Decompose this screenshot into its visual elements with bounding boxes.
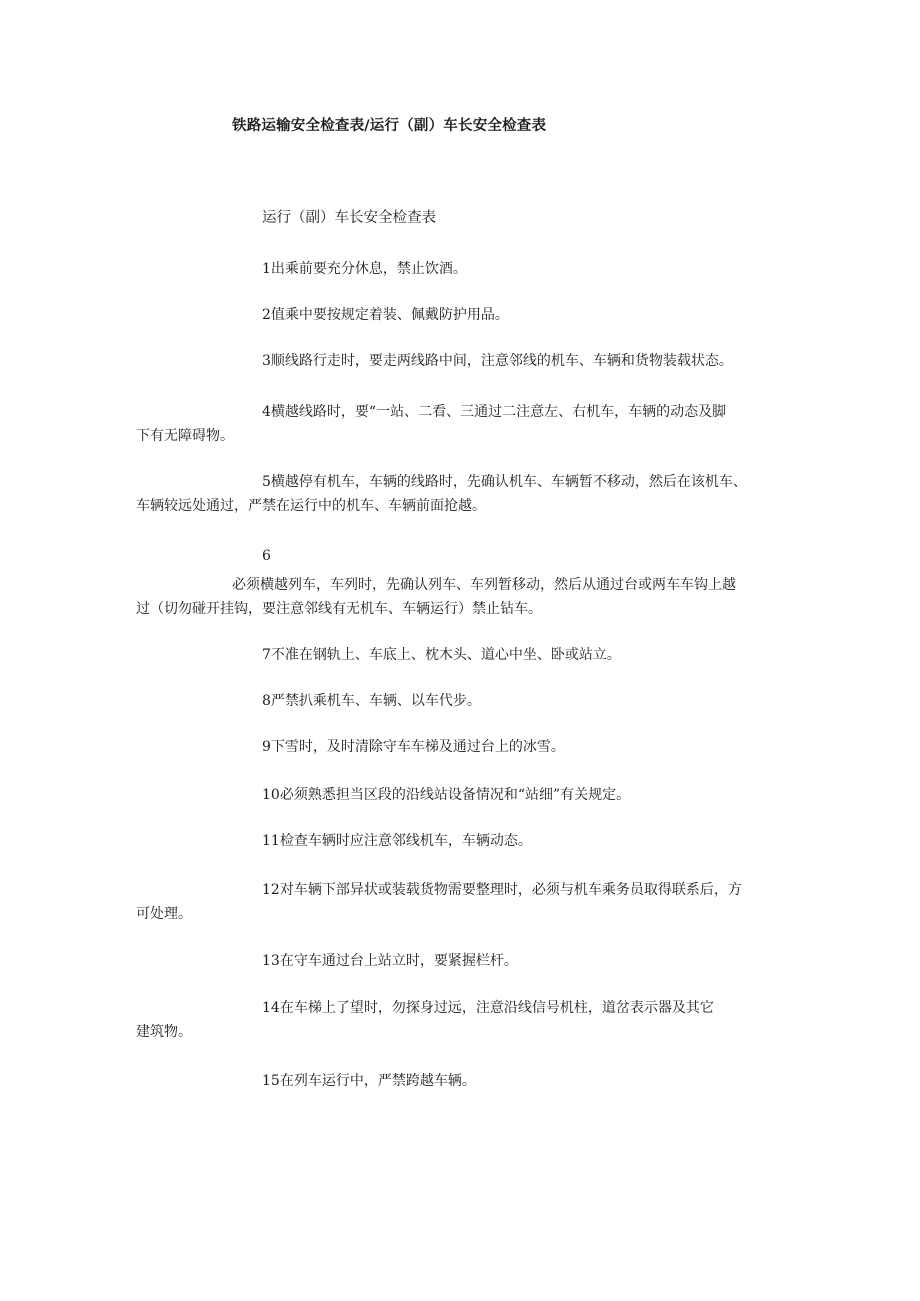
item-text: 严禁扒乘机车、车辆、以车代步。 [270, 693, 481, 709]
item-number: 11 [262, 833, 280, 849]
item-number: 2 [262, 307, 271, 323]
item-number: 1 [262, 261, 271, 277]
checklist-subtitle: 运行（副）车长安全检查表 [262, 210, 436, 226]
checklist-item-2 [136, 303, 796, 327]
checklist-item-7 [136, 643, 796, 667]
item-text: 下雪时，及时清除守车车梯及通过台上的冰雪。 [270, 739, 565, 755]
item-text: 必须熟悉担当区段的沿线站设备情况和“站细”有关规定。 [279, 787, 631, 803]
item-text: 在守车通过台上站立时，要紧握栏杆。 [279, 953, 518, 969]
item-text: 在车梯上了望时，勿探身过远，注意沿线信号机柱，道岔表示器及其它 [279, 1000, 714, 1016]
item-number: 4 [262, 404, 271, 420]
item-text: 横越线路时，要“一站、二看、三通过二注意左、右机车，车辆的动态及脚 [270, 404, 727, 420]
item-text-continued: 下有无障碍物。 [136, 428, 234, 444]
item-number: 8 [262, 693, 271, 709]
checklist-item-3 [136, 349, 796, 373]
item-text-continued: 车辆较远处通过，严禁在运行中的机车、车辆前面抢越。 [136, 498, 486, 514]
item-number: 3 [262, 353, 271, 369]
checklist-item-4 [136, 400, 796, 448]
document-title: 铁路运输安全检查表/运行（副）车长安全检查表 [232, 118, 547, 134]
item-number: 6 [262, 548, 271, 564]
item-number: 14 [262, 1000, 280, 1016]
checklist-item-14 [136, 996, 796, 1044]
item-text-continued: 可处理。 [136, 906, 192, 922]
item-text: 在列车运行中，严禁跨越车辆。 [279, 1073, 476, 1089]
checklist-item-8 [136, 689, 796, 713]
checklist-item-6 [136, 544, 796, 621]
item-text: 出乘前要充分休息，禁止饮酒。 [270, 261, 467, 277]
checklist-item-5 [136, 470, 796, 518]
checklist-item-12 [136, 878, 796, 926]
item-text: 对车辆下部异状或装载货物需要整理时，必须与机车乘务员取得联系后，方 [279, 882, 742, 898]
item-text: 必须横越列车，车列时，先确认列车、车列暂移动，然后从通过台或两车车钩上越 [232, 577, 736, 593]
item-number: 10 [262, 787, 280, 803]
checklist-item-15 [136, 1069, 796, 1093]
item-number: 15 [262, 1073, 280, 1089]
item-text: 检查车辆时应注意邻线机车，车辆动态。 [279, 833, 532, 849]
item-number: 13 [262, 953, 280, 969]
item-text-continued: 过（切勿碰开挂钩，要注意邻线有无机车、车辆运行）禁止钻车。 [136, 601, 542, 617]
item-number: 5 [262, 474, 271, 490]
item-text: 不准在钢轨上、车底上、枕木头、道心中坐、卧或站立。 [270, 647, 621, 663]
checklist-item-9 [136, 735, 796, 759]
item-text: 值乘中要按规定着装、佩戴防护用品。 [270, 307, 509, 323]
item-number: 9 [262, 739, 271, 755]
item-text: 顺线路行走时，要走两线路中间，注意邻线的机车、车辆和货物装载状态。 [270, 353, 733, 369]
checklist-item-13 [136, 949, 796, 973]
item-number: 7 [262, 647, 271, 663]
checklist-item-10 [136, 783, 796, 807]
item-number: 12 [262, 882, 280, 898]
checklist-item-11 [136, 829, 796, 853]
item-text-continued: 建筑物。 [136, 1024, 192, 1040]
checklist-item-1 [136, 257, 796, 281]
item-text: 横越停有机车，车辆的线路时，先确认机车、车辆暂不移动，然后在该机车、 [270, 474, 747, 490]
